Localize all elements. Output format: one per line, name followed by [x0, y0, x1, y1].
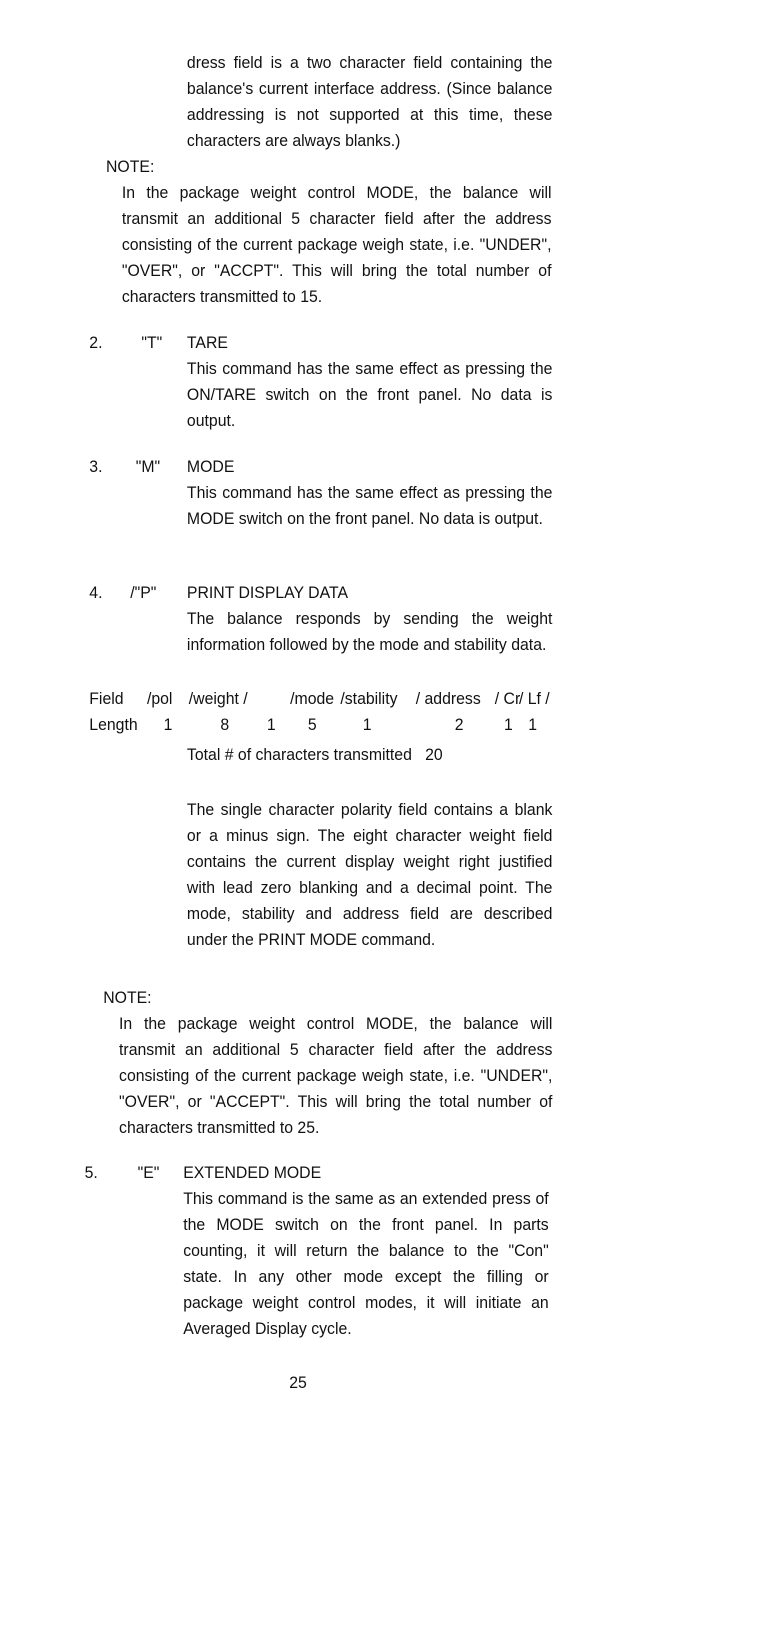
field-stability: /stability	[340, 689, 398, 708]
command-4-text: The balance responds by sending the weight information followed by the mode and stability data.	[186, 609, 553, 654]
command-5-title: EXTENDED MODE	[183, 1163, 322, 1182]
field-pol: /pol	[146, 689, 173, 708]
note-2-label: NOTE:	[103, 988, 152, 1007]
field-mode: /mode	[290, 689, 335, 708]
note-1-text: In the package weight control MODE, the balance will transmit an additional 5 character field after the address consisting of the current package weigh state, i.e. "UNDER", "OVER", or "ACCPT". This will bring the total number of characters transmitted to 15.	[121, 183, 552, 306]
command-2-key: "T"	[141, 333, 163, 352]
command-4-key: /"P"	[130, 583, 157, 602]
length-stability: 1	[362, 715, 372, 734]
length-address: 2	[454, 715, 464, 734]
note-1-label: NOTE:	[106, 157, 155, 176]
field-address: / address	[415, 689, 481, 708]
field-cr: / Cr	[494, 689, 521, 708]
field-row-label: Field	[89, 689, 124, 708]
total-characters-label: Total # of characters transmitted	[186, 745, 412, 764]
command-3-text: This command has the same effect as pressing the MODE switch on the front panel. No data is output.	[186, 483, 553, 528]
command-2-number: 2.	[89, 333, 103, 352]
page-number: 25	[289, 1373, 307, 1392]
command-3-title: MODE	[186, 457, 235, 476]
length-mode: 5	[307, 715, 317, 734]
command-3-key: "M"	[135, 457, 161, 476]
command-4-number: 4.	[89, 583, 103, 602]
field-lf: / Lf /	[518, 689, 550, 708]
command-3-number: 3.	[89, 457, 103, 476]
total-characters-value: 20	[425, 745, 443, 764]
length-sep: 1	[266, 715, 276, 734]
total-characters	[187, 742, 443, 768]
intro-paragraph: dress field is a two character field containing the balance's current interface address. (Since balance addressing is not supported at this time, these characters are always blanks.)	[186, 53, 553, 150]
length-weight: 8	[220, 715, 230, 734]
command-5-text: This command is the same as an extended press of the MODE switch on the front panel. In parts counting, it will return the balance to the "Con" state. In any other mode except the filling or package weight control modes, it will initiate an Averaged Display cycle.	[183, 1189, 549, 1338]
command-5-number: 5.	[84, 1163, 98, 1182]
command-4-title: PRINT DISPLAY DATA	[186, 583, 349, 602]
length-cr: 1	[504, 715, 513, 734]
polarity-paragraph: The single character polarity field contains a blank or a minus sign. The eight character weight field contains the current display weight right justified with lead zero blanking and a decimal point. The mode, stability and address field are described under the PRINT MODE command.	[186, 800, 553, 949]
note-2-text: In the package weight control MODE, the balance will transmit an additional 5 character field after the address consisting of the current package weigh state, i.e. "UNDER", "OVER", or "ACCEPT". This will bring the total number of characters transmitted to 25.	[119, 1014, 553, 1137]
command-5-key: "E"	[137, 1163, 160, 1182]
length-lf: 1	[528, 715, 538, 734]
field-weight: /weight /	[188, 689, 248, 708]
length-pol: 1	[163, 715, 173, 734]
command-2-text: This command has the same effect as pressing the ON/TARE switch on the front panel. No data is output.	[186, 359, 553, 430]
length-row-label: Length	[89, 715, 138, 734]
command-2-title: TARE	[186, 333, 228, 352]
